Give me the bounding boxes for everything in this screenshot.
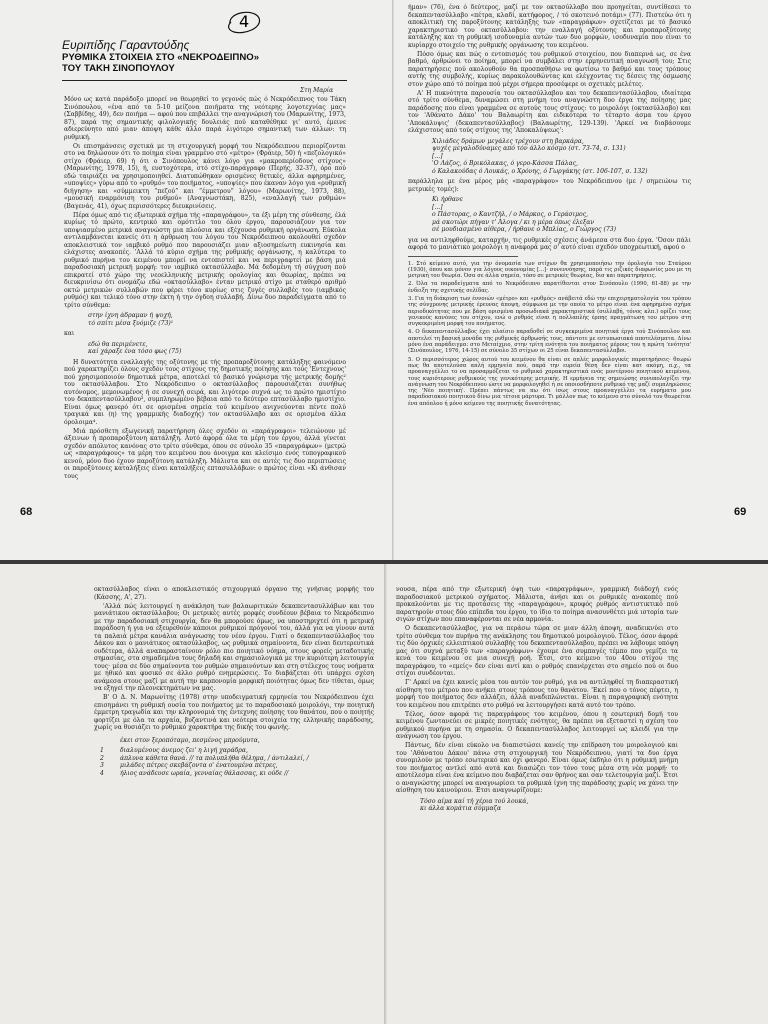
- title-line-1: ΡΥΘΜΙΚΑ ΣΤΟΙΧΕΙΑ ΣΤΟ «ΝΕΚΡΟΔΕΙΠΝΟ»: [62, 52, 260, 63]
- paragraph: ήμαν» (76), ένα ό δεύτερος, μαζί με τον οκτασύλλαβο που προηγείται, συντίθεσει το δεκαπεντασύλλαβο «πέτρα, κλαδί, κατήφορος, / τό σκοτεινό ποτάμι» (77). Πιστεύω ότι η αποκλιτική της παροξύτονης κατάληξης των «παραγράφων» σχετίζεται με τό βασικό χαρακτηριστικό του οκτασύλλαβου: την εναλλαγή οξύτονης και προπαροξύτονης κατάληξης και τη ρυθμική ισοδυναμία αυτών των δυο μορφών, ισοδυναμία που είναι το κυρίαρχο στοιχείο της ρυθμικής οργάνωσης του κειμένου.: [408, 4, 691, 49]
- paragraph: Πόσο όμως και πώς ο εντοπισμός του ρυθμικού στοιχείου, που διαπερνά ως, σε ένα βαθμό, άρθρώνει το ποίημα, μπορεί να συμβάλει στην ερμηνευτική αναγνωσή του; Στις παρατηρήσεις πού ακολουθούν θα προσπαθήσω να φωτίσω το βαθμό και τους τρόπους αυτής της συμβολής, κυρίως παρακολουθώντας και ελέγχοντας τις δέσεις της όσμωσης στον χώρο από τό ποίημα πού μέχρι σήμερα προσέφερε οι σχετικές μελέτες.: [408, 50, 691, 88]
- numbered-verse: [100, 747, 374, 755]
- paragraph: οκτασύλλαβος είναι ο αποκλειστικός στιχουργικό όργανο της γνήσιας μορφής του (Κάσσης, Α', 27).: [94, 586, 374, 601]
- verse-line: καί χάραξε ένα τόσο φως (75): [88, 348, 182, 355]
- verse-quote: [432, 138, 691, 176]
- paragraph: Τέλος, όσον αφορά τις παραγράφους του κειμένου, όπου η εσωτερική δομή του κειμένου ζωντανεύει σε μικρές ποιητικές ενότητες, θα πρέπει να εξεταστεί η σχέση του ρυθμικού πυρήνα με τη σημασία. Ο δεκαπεντασύλλαβος λειτουργεί ως κλειδί για την ανάγνωση του έργου.: [396, 710, 678, 740]
- page-69: [394, 0, 768, 560]
- author-name: Ευριπίδης Γαραντούδης: [62, 38, 190, 52]
- verse-line: μά σκοτώρι πήγαν τ' Άλογα / κι η μέρα όπως έλεξαν: [432, 218, 595, 226]
- paragraph: νουσα, πέρα από την εξωτερική όψη των «παραγράφων», γραμμική διάδοχή ενός παραδοσιακού μετρικού σχήματος. Μάλιστα, άνήσι και οι ρυθμικές ανακοπές πού προκαλούνται με τις προτάσεις της «παραγράφου», κρυφός ρυθμός αντιστικτικό πού παρατηρούν στους δύο επίπεδα του έργου, το ίδιο το ποίημα ανασυνθέτει μιά ιστορία των σιγών στίχων που επαναφέρονται σε νέα αρμονία.: [396, 586, 678, 623]
- paragraph: Ο δεκαπεντασύλλαβος, για να περάσω τώρα σε μιαν άλλη άποψη, αναδεικνύει στο τρίτο σύνθεμα τον πυρήνα της ανάκλησης του δημοτικού μοιρολογιού. Τέλος, όσον άφορά τις δύο όρχικές ελλειπτικού συλλαβής του δεκαπεντασύλλαβου, πρέπει να λάβουμε υπόψη μας ότι συχνά μεταξύ των «παραγράφων» έχουμε ένα συμπαγές τέμπο που γεμίζει τα κενά του κειμένου σε μια συνεχή ροή. Έτσι, στο κείμενο του 40ου στίχου της παραγράφου, το «εμείς» δεν είναι αντί και ο ρυθμός επανέρχεται στο σημείο πού οι δυο στίχοι συνδέονται.: [396, 625, 678, 677]
- body-column-left: [64, 96, 346, 482]
- paragraph: Οι επισημάνσεις σχετικά με τη στιχουργική μορφή του Νεκρόδειπνου περιορίζονται στο να δηλώσουν ότι το ποίημα είναι γραμμένο στό «μέτρο» (Φράιερ, 50) ή «πεζολογικό» στίχο (Φράιερ, 69) ή ότι ο Σινόπουλος κάνει λόγο για «μακροπερίοδους στίχους» (Μαρωνίτης, 1978, 15), ή, ευστοχότερα, στό στίχο-παράγραφο (Περής, 32-37), όρο πού εδώ ταιριάζει να χρησιμοποιηθεί. Διατυπώθηκαν ορισμένες θετικές, άλλα αφηρημένες, «υποψίες» γύρω από το «ρυθμό» του ποιήματος, «υποψίες» που έκαναν λόγο για «ρυθμική διήγηση» και «σύμμεικτη “πεζού” και “έμμετρου” λόγου» (Μαρωνίτης, 1973, 88), «μουσική εναρμόνιση του ρυθμού» (Αναγνωστάκη, 825), «εναλλαγή των ρυθμών» (Βαγενάς, 41), όχως περισσότερες διευκρινίσεις.: [64, 142, 346, 210]
- connector-word: και: [64, 330, 75, 337]
- verse-line: 'Ο Λάζος, ό Βρικόλακας, ό γερο-Κάσσα Πάλας,: [432, 160, 579, 167]
- svg-text:4: 4: [239, 12, 250, 31]
- verse-line: Κι ήρθανε: [432, 196, 463, 203]
- verse-quote: [432, 196, 691, 234]
- paragraph: Μιά πρόσθετη εξωγενική παρατήρηση όλες σχεδόν οι «παράγραφοι» τελειώνουν μέ άξεινων ή προπαροξύτονη κατάληξη. Αυτό άφορά όλα τα μέρη του έργου, άλλά γίνεται σχεδόν απόλυτος κανόνας στο τρίτο σύνθεμα, όπου σε σύνολο 35 «παραγράφων» (μετρώ ως «παραγράφους» τα μέρη του κειμένου που άνοιγμα και κλείσιμο ενός τυπογραφικού κενού, μόνο δυο έχουν παροξύτονη κατάληξη. Μάλιστα και σε αυτές τις δυο περιπτώσεις οι παροξύτονες καταλήξεις είναι καταλήξεις επτασυλλάβων: ο πρώτος είναι «Κι άνθισαν τους: [64, 427, 346, 480]
- numbered-verse: [100, 762, 374, 770]
- paragraph: παράλληλα με ένα μέρος μάς «παραγράφου» του Νεκρόδειπνου (με / σημειώνω τις μετρικές τομές):: [408, 178, 691, 193]
- title-rule: [62, 80, 347, 81]
- footnote: 5. Ο περισσότερος χώρος αυτού του κειμένου θα είναι σε απλές μορφολογικές παρατηρήσεις· θεωρώ πως θα αποτελούσα απλή ερμηνεία πού, παρά την ευρεία θέση δεν είναι κατ ακόμη, π.χ., τα προαναγγέλλει το να προσαρμόζεται το ρυθμικό χαρακτηριστικά ενός μοντέρνου ποιητικού κειμένου, τους κυριότερους ρυθμικούς της γενικότερης μετρικής. Η ερμήνεια της σημειώσης συνυπολογίζει την ανάγνωση του Νεκρόδειπνου ώστε να μορφολογηθεί ή σε οποιοσδήποτε ρυθμικό της μαζί συμπληρώσεις της 'Νέο ποιητική'. Πρέπει πάντως να πω ότι ίσως στους προαναγγέλλει τα ευρήματα μου παραδοσιακού ποιητικού δίνω μια τέτοια μάρτυρα. Τι μάλλον πως το κείμενο στο σύνολό του θεωρείται ένα απόπλοο ή μόνο κείμενο της ποιητικής δυνατότητας.: [408, 356, 691, 407]
- verse-text: μιλάδες πέτρες σκεβάζοντα ο' ένατουμένα πέτρες,: [120, 762, 278, 769]
- page-68: [0, 0, 392, 560]
- verse-line: Τόσο αίμα καί τή χέρια τού λουκά,: [420, 797, 529, 805]
- verse-line: ό Καλακούδας ό Λουκάς, ο Χρόνης, ό Γωργάκης (στ. 106-107, σ. 132): [432, 167, 648, 175]
- title-line-2: ΤΟΥ ΤΑΚΗ ΣΙΝΟΠΟΥΛΟΥ: [62, 63, 175, 74]
- body-column-left: [94, 586, 374, 777]
- verse-line: στην ίχνη άδραμαν ή ψυχή,: [88, 312, 173, 319]
- paragraph: Πέρα όμως από τις εξωτερικά σχήμα τής «παραγράφου», τα έξι μέρη της σύνθεσης, έλά κυρίως τό πρώτο, κεντρικό και ομότιτλο του όλου έργου, παρουσιάζουν για τον υποψιασμένο μετρικά αναγνώστη μια πλούσια και εξέχουσα ρυθμική οργάνωση. Εύκολα αντιλαμβάνεται κανείς ότι η άρθρωση του λόγου του Νεκρόδειπνου ακολουθεί σχεδόν αποκλειστικά τον ιαμβικό ρυθμό που παρουσιάζει μιαν αξιοσημείωτη ευκινησία και ελάχιστες ανακοπές. 'Αλλά τό κύριο σχήμα της ρυθμικής οργάνωσης, η καλύτερα το ρυθμικό πυρήνα του κειμένου μπορεί να εντοπιστεί και να περιγραφτεί με βάση μιά παραδοσιακή μετρική μορφή: τον ιαμβικό οκτασύλλαβο. Μά δεδομένη τή σύγχυση πού επικρατεί στό χώρο της νεοελληνικής μετρικής ορολογίας και θεωρίας, πρέπει να διευκρινίσω ότι ονομάζω εδώ «οκτασύλλαβο» ένταν μετρικό στίχο με σταθερό αριθμό οκτώ μετρικών συλλαβών που φέρει τόνο κυρίως στις ζυγές συλλαβές του (ιαμβικός ρυθμός) και τελικό τόνο στην έκτη ή την όγδοη συλλαβή. Δίνω δυο παραδείγματα από το τρίτο σύνθεμα:: [64, 211, 346, 309]
- verse-number: 3: [100, 762, 104, 769]
- page-number: 69: [734, 506, 747, 518]
- footnote: 3. Για τη διάκριση των έννοιών «μέτρο» και «ρυθμός» ανάβειτά εδώ την επιχειρηματολογία του τρόπου της σύνχρονης μετρικής έρευνας άποψη, σύμφωνα με την οποία το μέτρο είναι ένα αφηρημένο σχήμα περιοδικότητας που με βάση ορισμένα προσωδιακά χαρακτηριστικά (συλλαβή, τόνος κλπ.) ορίζει τους γενικούς κανόνες του στίχου, ενώ ο ρυθμός είναι η πολλαπλής έρπης πραγμάτωση του μέτρου στη συγκεκριμένη μορφή του ποιήματος.: [408, 295, 691, 328]
- footnote: 1. Στό κείμενο αυτό, για την όνομασία των στίχων θα χρησιμοποιήσω την όρολογία του Σταύρου (1930), όπου και μόνον για λόγους οικονομίας [...]· συνεννόησης, παρά τις ριζικές διαφωνίες μου με τη μετρική του θεωρία. Όσα σε άλλα σημεία, τόσο σε μετρικές θεωρίας, δισ και παρατηρήσεις.: [408, 260, 691, 280]
- verse-line: Χιλιάδες δράμων μεγάλες τρέχουν στη βαρκάρα,: [432, 137, 584, 145]
- footnote: 4. Ο δεκαπεντασύλλαβος έχει πλαίσιο παραδοθεί σε συγκεκριμένα ποιητικά έργα τού Σινόπουλου και αποτελεί τη βασική μονάδα της ρυθμικής άρθρωσής τους, πάντοτε με εντυπωσιακά αποτελέσματα. Δίνω μόνο ένα παράδειγμα: στο Μεταίχμιο, στην τρίτη ενότητα του ποιήματος μέρους του η πρώτη 'ενότητα' (Σινόπουλος, 1976, 14-15) σε σύνολο 35 στίχων οι 25 είναι δεκαπεντασύλλαβοι.: [408, 329, 691, 355]
- article-title: [62, 52, 312, 74]
- paragraph: Β' Ο Δ. Ν. Μαρωνίτης (1978) στην υποδειγματική ερμηνεία του Νεκρόδειπνου έχει επισημάνει τη ρυθμική ουσία του ποιήματος με το παραδοσιακό μοιρολόγι, την ποιητική έμμετρη τραγωδία και την κληρονομιά της έντεχνης ποίησης του θανάτου, που ο ποιητής φορτίζει με όλα τα αρχαία, βυζαντινά και νεότερα στοιχεία της ελληνικής παράδοσης, χωρίς να θυσιάζει το ρυθμικό χαρακτήρα της δικής του φωνής.: [94, 694, 374, 731]
- paragraph: Μόνο ως κατά παράδοξο μπορεί να θεωρηθεί το γεγονός πώς ό Νεκρόδειπνος του Τάκη Σινόπουλου, «ένα από τα 5-10 μείζονα ποιήματα της νεότερης λογοτεχνίας μας» (Σαββίδης, 49), δεν ποιήμα — αφού που επιβάλλει την αναγνώρισή του (Μαρωνίτης, 1973, 87), παρά της σημαντικής φιλολογικής δουλειάς πού καταθέθηκε γι' αυτό, έμεινε αδιερεύνητο από μιαν άποψη κάθε άλλο παρά λιγότερο σημαντική των άλλων: τη ρυθμική.: [64, 96, 346, 141]
- paragraph: Γ' Αρκεί να έχει κανείς μέσα του αυτόν τον ρυθμό, για να αντιληφθεί τη διαπεραστική αίσθηση του μέτρου που ανήκει στους τρόπους του θανάτου. 'Εκεί που ο τόνος πέφτει, η μορφή του ποιήματος δεν αλλάζει, άλλά αναδιπλώνεται. Είναι η παραγραφική ενότητα του κειμένου που επιτρέπει στο ρυθμό να λειτουργήσει κατά αυτό τον τρόπο.: [396, 679, 678, 709]
- paragraph: Η δυνατότητα εναλλαγής της οξύτονης με τής προπαροξύτονης κατάληξης φαινόμενο πού χαρακτηρίζει όλους σχεδόν τους στίχους της δημοτικής ποίησης και τούς 'Εντεχνους' πού χρησιμοποιούν δημοτικά μέτρα, αποτελεί τό βασικό γνώρισμα τής μετρικής δομής² του οκτασύλλαβου. Στο Νεκρόδειπνο ο οκτασύλλαβος παρουσιάζεται συνήθως αυτόνομος, μεμονωμένος ή σε συνεχή σειρά, και λιγότερο συχνά ως το πρώτο ημιστίχιο του δεκαπεντασύλλαβου³, συμπληρωμένο βέβαια από το δεύτερο επτασύλλαβο ημιστίχιο. Είναι όμως φανερό ότι σε ορισμένα σημεία τού κειμένου ανιχνεύονται πέντε πολύ τραγικά και (η) της γραμμικής διαδοχής) τον οκτασύλλαβο και σε ορισμένα άλλα όρολοιμα⁴.: [64, 358, 346, 426]
- verse-quote: [88, 312, 346, 327]
- verse-quote: [88, 341, 346, 356]
- footnote: 2. Όλα τα παραδείγματα από το Νεκρόδειπνο παρατίθενται στον Σινόπουλο (1990, 61-88) με την ένδειξη της σχετικής σελίδας.: [408, 281, 691, 294]
- verse-line: τό σπίτι μέσα ξυόμιζε (73)¹: [88, 319, 174, 327]
- verse-text: διαλυμένους άνεμος ζει' η λιγή χαράδρα,: [120, 747, 248, 754]
- verse-number: 2: [100, 754, 104, 762]
- footnote-rule: [408, 256, 518, 257]
- verse-number: 4: [100, 769, 104, 777]
- body-column-right: [396, 586, 678, 816]
- paragraph: 'Αλλά πώς λειτουργεί η ανάκληση των βαλαωριτικών δεκαπεντασυλλάβων και του μανιάτικου οκτασύλλαβου; Οι μετρικές αυτές μορφές συνδέουν βέβαια το Νεκρόδειπνο με την παραδοσιακή στιχουργία, δεν θα μπορούσε όμως, να υποστηριχτεί ότι η μετρική παράδοση ή για να εξευρεθούν κάποιοι ρυθμικοί πρόγονοί του, άλλά για να γίνουν αυτά τα παλαιά μέτρα κανάλια ανάγνωσης του νέου έργου. Γιατί ο δεκαπεντασύλλαβος του Δάκου και ο μανιάτικος οκτασύλλαβος, ως ρυθμικά σημαίνοντα, δεν είναι δευτερευτικά ουδέτερα, άλλά αναπαρασταίνουν ρόλο πιο ποιητικό νόημα, στους φορείς μεταδοτικής σημασίας, στα σημαδεμένα τους δηλαδή και σημασιολογικά με την κυριότερη λειτουργία τους· μέσα σε δύο σημαίνοντα τον ρυθμών σημαινόντων και στη στέλεχος τους νοήματα με ηθικό και φυσικό σε άλλο ρυθμό ενημερώσεις. Το διαβάζεται ότι υπάρχει σχέση ανάμεσα στους μαζί με αυτή την καρπονομία μορφική ποιότητας όμως δεν τίθεται, όμως να εξηγεί την πλεονεκτημάτων να μας.: [94, 602, 374, 692]
- verse-text: άπλυνα κάθετα θανά. // τα πολυπλήθα θέλημα, / άντιλαλεί, /: [120, 754, 309, 762]
- paragraph: Α' Η πυκνότητα παρουσία του οκτασύλλαβου και του δεκαπεντασύλλαβου, ιδιαίτερα στό τρίτο σύνθεμα, δυναμώσει στη μνήμη του αναγνώστη δυο έργα της ποίησης μας παράδοσης που είναι γραμμένα σε αυτούς τους στίχους: το μοιρολόγι (οκτασύλλαβο) και τον 'Αθάνατο Δάκο' του Βαλαωρίτη και ειδικότερα το τέταρτο άσμα του έργου 'Αποκάλυψις' (δεκαπεντασύλλαβος) (Βαλαωρίτης, 129-139). 'Αρκεί να διαβάσουμε ελάχιστους από τούς στίχους της 'Αποκαλύψεως':: [408, 89, 691, 134]
- dedication: Στη Μαρία: [300, 87, 334, 94]
- verse-intro: έκει στον ξεροπόταμο, πεσμένος μπρούμυτα,: [120, 736, 260, 744]
- paragraph: για να αντιληφθούμε, καταρχήν, τις ρυθμικές σχέσεις άνάμεσα στα δυο έργα. 'Όσον πάλι αφορά το μανιάτικο μοιρολόγι η αναφορά μας σ' αυτό είναι σχεδόν υποχρεωτική, αφού ο: [408, 236, 691, 251]
- page-number: 68: [20, 506, 33, 518]
- book-spine: [384, 564, 387, 1024]
- verse-number: 1: [100, 747, 104, 754]
- numbered-verse: [100, 770, 374, 778]
- verse-line: κι άλλα κομάτια σύμμαζα: [420, 805, 502, 812]
- verse-line: [...]: [432, 203, 443, 211]
- verse-line: εδώ θα περιμένετε,: [88, 340, 148, 348]
- numbered-verse: [100, 755, 374, 763]
- verse-text: ήλιος ανάδευσε ωραία, γενναίας θάλασσας, κι ούδε //: [120, 769, 289, 777]
- verse-quote: [420, 798, 678, 813]
- verse-line: ο Πάστορας, ο Καντζήλ, / ο Μάρκος, ο Γεράσιμος,: [432, 211, 589, 218]
- verse-line: σέ μουδιασμένο αίθερα, / ήρθανε ο Μπλίας, ο Γιώργος (73): [432, 226, 616, 233]
- page-spread-bottom: [0, 564, 768, 1024]
- handwritten-circle-mark: [224, 6, 264, 36]
- verse-line: [...]: [432, 152, 443, 160]
- body-column-right: [408, 4, 691, 409]
- paragraph: Πάντως, δέν είναι εύκολο να διαπιστώσει κανείς την επίδραση του μοιρολογιού και του 'Αθάνατου Δάκου' πάνω στη στιχουργική του Νεκρόδειπνου, γιατί τα δυο έργα συνομιλούν με τρόπο εσωτερικό και όχι φανερό. Είναι όμως έκδηλο ότι η ρυθμική μνήμη του ποιήματος αντλεί από αυτά και διασώζει τον τόνο τους μέσα στη νέα μορφή· το αποτέλεσμα είναι ένα κείμενο που διαβάζεται σαν θρήνος και σαν τελετουργία μαζί. Έτσι ο αναγνώστης μπορεί να αναγνωρίσει τα ρυθμικά ίχνη της παράδοσης χωρίς να χάνει την αίσθηση του καινούριου. Έτσι αναγνωρίζουμε:: [396, 742, 679, 794]
- verse-line: ψυχές μεγαλοδύναμες από τόν άλλο κόσμο (στ. 73-74, σ. 131): [432, 145, 626, 152]
- numbered-verse-list: [100, 747, 374, 777]
